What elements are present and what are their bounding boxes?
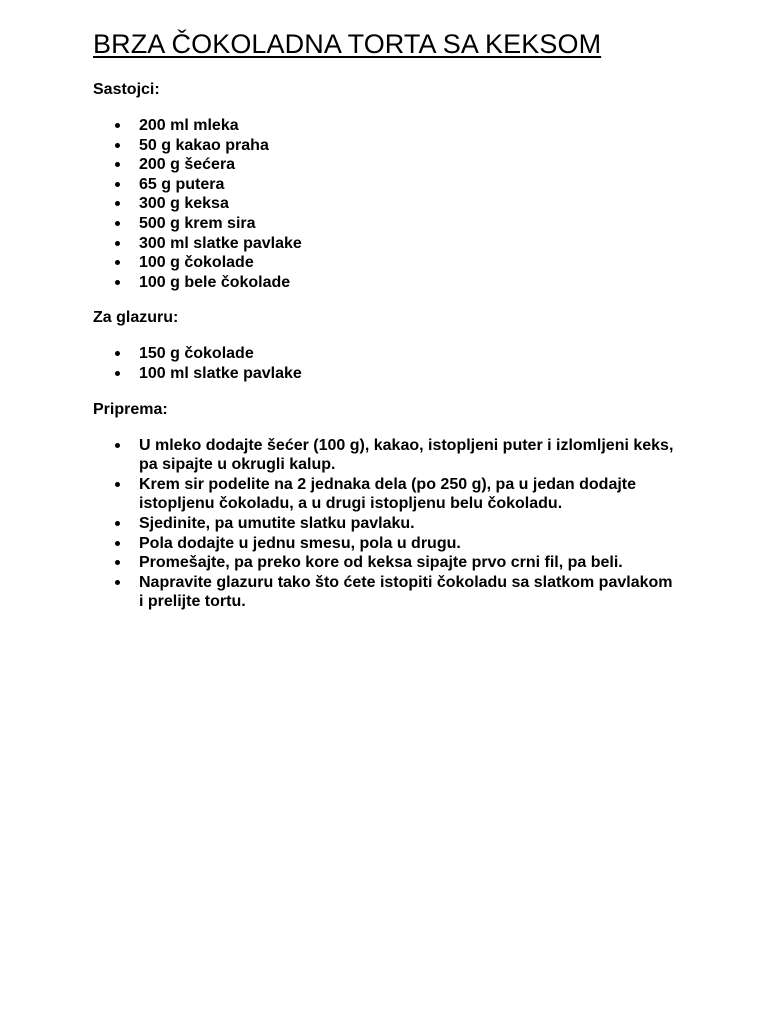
bullet-icon (115, 123, 120, 128)
list-item (93, 234, 693, 254)
list-item-text: U mleko dodajte šećer (100 g), kakao, istopljeni puter i izlomljeni keks, pa sipajte u okrugli kalup. (139, 436, 674, 474)
list-item-text: 100 g bele čokolade (139, 273, 291, 291)
list-item (93, 253, 693, 273)
bullet-icon (115, 162, 120, 167)
section-heading-sastojci: Sastojci: (93, 81, 160, 98)
bullet-icon (115, 521, 120, 526)
bullet-icon (115, 371, 120, 376)
list-item (93, 136, 693, 156)
recipe-title: BRZA ČOKOLADNA TORTA SA KEKSOM (93, 29, 602, 59)
section-heading-za-glazuru: Za glazuru: (93, 309, 179, 327)
list-item (93, 534, 679, 554)
bullet-icon (115, 201, 120, 206)
list-item (93, 194, 693, 214)
bullet-icon (115, 560, 120, 565)
bullet-icon (115, 241, 120, 246)
ingredients-list (93, 116, 693, 292)
bullet-icon (115, 260, 120, 265)
document-page (93, 28, 693, 612)
list-item-text: Napravite glazuru tako što ćete istopiti čokoladu sa slatkom pavlakom i prelijte tortu. (139, 573, 673, 611)
list-item-text: 500 g krem sira (139, 214, 256, 232)
list-item (93, 514, 679, 534)
preparation-list (93, 436, 693, 612)
glaze-list (93, 344, 693, 383)
bullet-icon (115, 280, 120, 285)
bullet-icon (115, 182, 120, 187)
list-item (93, 116, 693, 136)
list-item-text: 50 g kakao praha (139, 136, 269, 154)
list-item (93, 436, 679, 475)
bullet-icon (115, 221, 120, 226)
list-item (93, 475, 679, 514)
section-heading-priprema: Priprema: (93, 400, 168, 418)
bullet-icon (115, 580, 120, 585)
list-item (93, 214, 693, 234)
list-item-text: Pola dodajte u jednu smesu, pola u drugu. (139, 534, 461, 552)
bullet-icon (115, 443, 120, 448)
list-item-text: 200 g šećera (139, 156, 236, 174)
list-item-text: 100 ml slatke pavlake (139, 364, 302, 382)
list-item-text: Sjedinite, pa umutite slatku pavlaku. (139, 514, 415, 532)
list-item-text: 300 g keksa (139, 195, 229, 213)
list-item-text: 300 ml slatke pavlake (139, 234, 302, 252)
list-item-text: 100 g čokolade (139, 254, 254, 272)
list-item (93, 273, 693, 293)
list-item-text: 150 g čokolade (139, 345, 254, 363)
list-item-text: Krem sir podelite na 2 jednaka dela (po 250 g), pa u jedan dodajte istopljenu čokoladu, a u drugi istopljenu belu čokoladu. (139, 475, 637, 513)
bullet-icon (115, 351, 120, 356)
list-item (93, 553, 679, 573)
list-item (93, 364, 693, 384)
list-item-text: 200 ml mleka (139, 117, 239, 134)
list-item (93, 344, 693, 364)
list-item (93, 175, 693, 195)
list-item-text: Promešajte, pa preko kore od keksa sipajte prvo crni fil, pa beli. (139, 554, 623, 572)
list-item (93, 155, 693, 175)
list-item-text: 65 g putera (139, 175, 225, 193)
list-item (93, 573, 679, 612)
bullet-icon (115, 541, 120, 546)
bullet-icon (115, 482, 120, 487)
bullet-icon (115, 143, 120, 148)
